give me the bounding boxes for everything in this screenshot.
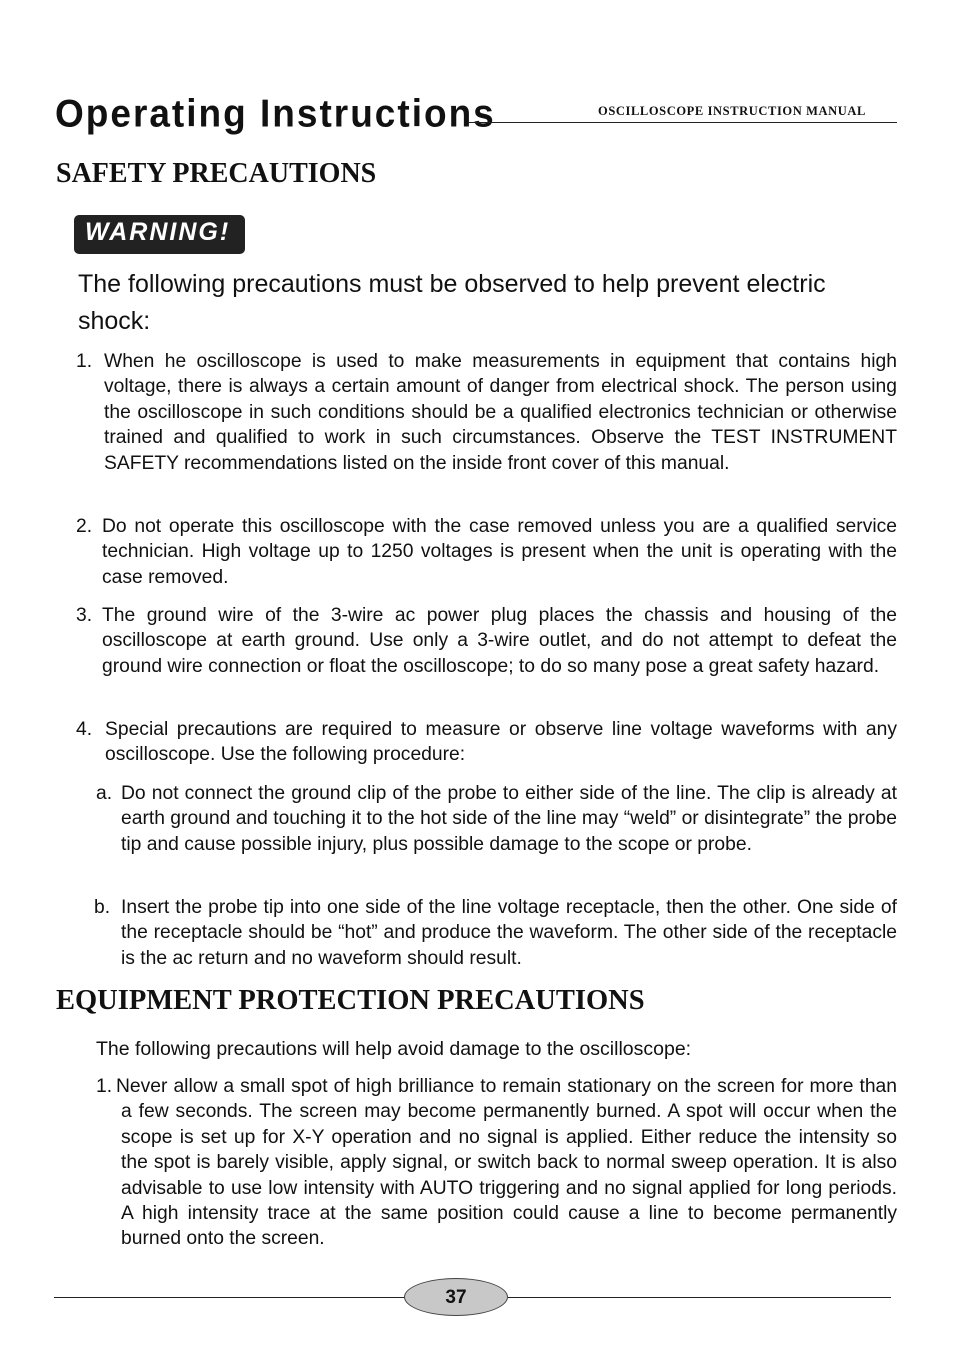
safety-intro: The following precautions must be observed to help prevent electric shock: [78,270,826,335]
safety-item-4 [76,717,897,768]
header-rule [468,122,897,123]
safety-item-3 [76,603,897,679]
warning-label: WARNING! [85,218,231,246]
item-text: Insert the probe tip into one side of the line voltage receptacle, then the other. One side of the receptacle should be “hot” and produce the waveform. The other side of the receptacle is the ac return and no waveform should result. [121,897,897,969]
item-number: 4. [76,719,93,740]
page-title: Operating Instructions [55,92,496,136]
equipment-item-1 [96,1074,897,1252]
equipment-heading: EQUIPMENT PROTECTION PRECAUTIONS [56,985,645,1016]
footer-rule-right [508,1297,891,1298]
item-number: 1. [76,351,93,372]
item-letter: b. [94,897,111,918]
item-text: Do not operate this oscilloscope with the case removed unless you are a qualified service technician. High voltage up to 1250 voltages is present when the unit is operating with the case removed. [102,516,897,588]
item-letter: a. [96,783,113,804]
safety-item-1 [76,349,897,476]
item-text: Special precautions are required to measure or observe line voltage waveforms with any oscilloscope. Use the following procedure: [105,719,897,766]
manual-label: OSCILLOSCOPE INSTRUCTION MANUAL [598,104,866,118]
item-number: 3. [76,605,93,626]
safety-heading: SAFETY PRECAUTIONS [56,158,377,189]
item-text: When he oscilloscope is used to make measurements in equipment that contains high voltage, there is always a certain amount of danger from electrical shock. The person using the oscilloscope in such conditions should be a qualified electronics technician or otherwise trained and qualified to work in such circumstances. Observe the TEST INSTRUMENT SAFETY recommendations listed on the inside front cover of this manual. [104,351,897,474]
item-text: Never allow a small spot of high brilliance to remain stationary on the screen for more than a few seconds. The screen may become permanently burned. A spot will occur when the scope is set up for X-Y operation and no signal is applied. Either reduce the intensity so the spot is barely visible, apply signal, or switch back to normal sweep operation. It is also advisable to use low intensity with AUTO triggering and no signal applied for long periods. A high intensity trace at the same position could cause a line to become permanently burned onto the screen. [116,1076,897,1250]
safety-subitem-b [94,895,897,971]
equipment-intro: The following precautions will help avoid damage to the oscilloscope: [96,1038,692,1060]
page-number: 37 [445,1287,467,1308]
item-number: 2. [76,516,93,537]
safety-item-2 [76,514,897,590]
footer-rule-left [54,1297,406,1298]
item-text: Do not connect the ground clip of the probe to either side of the line. The clip is already at earth ground and touching it to the hot side of the line may “weld” or disintegrate” the probe tip and cause possible injury, plus possible damage to the scope or probe. [121,783,898,855]
item-number: 1. [96,1076,113,1097]
item-text: The ground wire of the 3-wire ac power plug places the chassis and housing of the oscilloscope at earth ground. Use only a 3-wire outlet, and do not attempt to defeat the ground wire connection or float the oscilloscope; to do so many pose a great safety hazard. [102,605,897,677]
safety-subitem-a [96,781,897,857]
